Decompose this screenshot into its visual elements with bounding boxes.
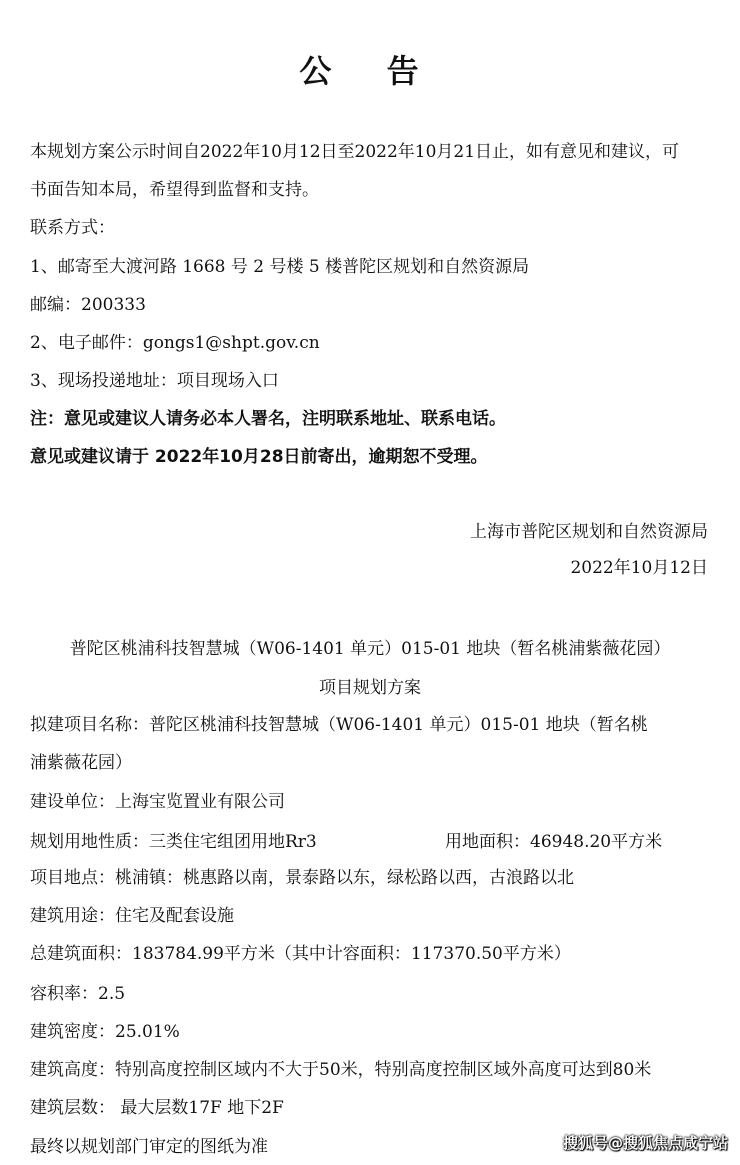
project-name-line-2: 浦紫薇花园） — [30, 753, 132, 773]
building-density: 建筑密度：25.01% — [30, 1022, 180, 1042]
notice-paragraph-line-2: 书面告知本局，希望得到监督和支持。 — [30, 180, 319, 200]
contact-onsite-address: 3、现场投递地址：项目现场入口 — [30, 371, 279, 391]
floor-area-ratio: 容积率：2.5 — [30, 984, 126, 1004]
land-use: 规划用地性质：三类住宅组团用地Rr3 — [30, 832, 317, 852]
notice-deadline: 意见或建议请于 2022年10月28日前寄出，逾期恕不受理。 — [30, 447, 488, 467]
building-height: 建筑高度：特别高度控制区域内不大于50米，特别高度控制区域外高度可达到80米 — [30, 1060, 652, 1080]
plan-title-line-1: 普陀区桃浦科技智慧城（W06-1401 单元）015-01 地块（暂名桃浦紫薇花园） — [69, 639, 671, 659]
builder: 建设单位：上海宝览置业有限公司 — [30, 792, 285, 812]
project-location: 项目地点：桃浦镇：桃惠路以南，景泰路以东，绿松路以西，古浪路以北 — [30, 868, 574, 888]
notice-title: 公 告 — [299, 52, 441, 90]
notice-signature: 上海市普陀区规划和自然资源局 — [470, 522, 708, 542]
contact-mail-address: 1、邮寄至大渡河路 1668 号 2 号楼 5 楼普陀区规划和自然资源局 — [30, 257, 530, 277]
notice-paragraph-line-1: 本规划方案公示时间自2022年10月12日至2022年10月21日止，如有意见和建议，可 — [30, 142, 680, 162]
land-area: 用地面积：46948.20平方米 — [445, 832, 663, 852]
land-info-row — [30, 831, 722, 853]
building-purpose: 建筑用途：住宅及配套设施 — [30, 906, 234, 926]
notice-date: 2022年10月12日 — [570, 558, 708, 578]
total-floor-area: 总建筑面积：183784.99平方米（其中计容面积：117370.50平方米） — [30, 944, 571, 964]
project-name-line-1: 拟建项目名称：普陀区桃浦科技智慧城（W06-1401 单元）015-01 地块（暂名桃 — [30, 715, 648, 735]
contact-email: 2、电子邮件：gongs1@shpt.gov.cn — [30, 333, 320, 353]
watermark: 搜狐号@搜狐焦点咸宁站 — [562, 1134, 728, 1152]
contact-heading: 联系方式： — [30, 218, 115, 238]
building-floors: 建筑层数： 最大层数17F 地下2F — [30, 1098, 284, 1118]
notice-remark: 注：意见或建议人请务必本人署名，注明联系地址、联系电话。 — [30, 409, 506, 429]
postcode: 邮编：200333 — [30, 295, 146, 315]
plan-title-line-2: 项目规划方案 — [319, 678, 421, 698]
final-note: 最终以规划部门审定的图纸为准 — [30, 1137, 268, 1157]
